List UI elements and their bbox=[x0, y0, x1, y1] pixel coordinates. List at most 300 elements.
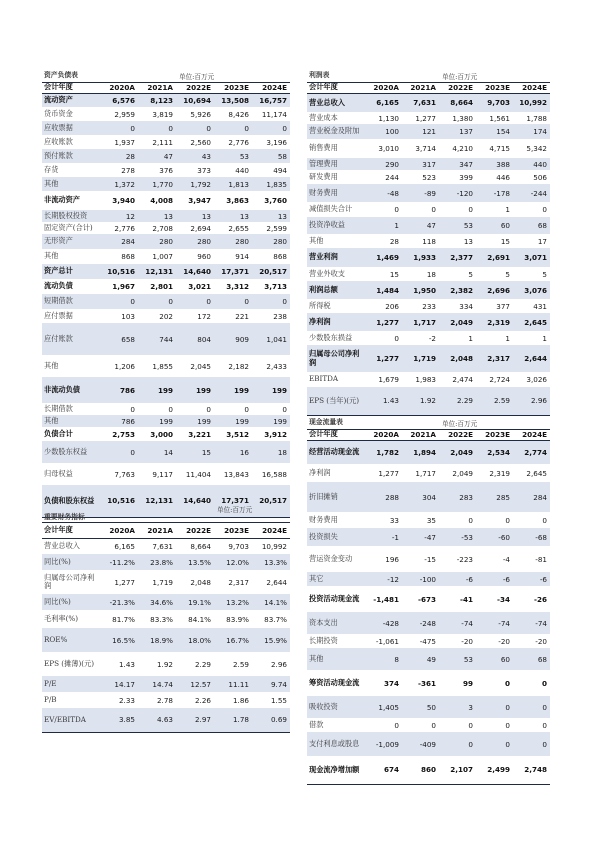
value-cell: -34 bbox=[497, 594, 510, 604]
value-cell: 5 bbox=[468, 269, 473, 279]
value-cell: 284 bbox=[513, 482, 550, 512]
value-cell: 118 bbox=[422, 236, 436, 246]
table-row bbox=[307, 248, 550, 267]
value-cell: -15 bbox=[424, 554, 436, 564]
value-cell: 440 bbox=[513, 158, 550, 170]
table-row bbox=[307, 756, 550, 784]
value-cell: 373 bbox=[197, 165, 211, 175]
row-label: P/B bbox=[44, 694, 57, 704]
table-row bbox=[307, 158, 550, 170]
table-row bbox=[307, 612, 550, 634]
value-cell: 0 bbox=[100, 294, 138, 309]
value-cell: 11,174 bbox=[261, 109, 287, 119]
value-cell: 14.1% bbox=[252, 594, 290, 610]
value-cell: 506 bbox=[533, 172, 547, 182]
value-cell: 83.7% bbox=[264, 614, 287, 624]
row-label: 营业税金及附加 bbox=[307, 124, 365, 139]
value-cell: 15.9% bbox=[252, 628, 290, 652]
value-cell: 0 bbox=[468, 205, 473, 214]
table-row bbox=[307, 586, 550, 612]
value-cell: 1,770 bbox=[138, 177, 176, 191]
value-cell: 14.17 bbox=[100, 676, 138, 692]
value-cell: 2,049 bbox=[439, 440, 476, 464]
value-cell: 3,010 bbox=[378, 144, 399, 153]
value-cell: -6 bbox=[513, 572, 550, 586]
table-row bbox=[307, 387, 550, 415]
value-cell: -21.3% bbox=[100, 594, 138, 610]
value-cell: 1,937 bbox=[114, 137, 135, 147]
row-label: 同比(%) bbox=[42, 554, 100, 570]
table-row bbox=[42, 554, 290, 570]
ratios-unit: 单位:百万元 bbox=[217, 506, 253, 515]
value-cell: 1,719 bbox=[152, 577, 173, 587]
value-cell: 20,517 bbox=[252, 264, 290, 279]
row-label: 短期借款 bbox=[42, 294, 100, 309]
table-row bbox=[42, 107, 290, 121]
income-panel bbox=[307, 71, 550, 416]
row-label: 少数股东损益 bbox=[309, 332, 353, 342]
row-label: 存货 bbox=[44, 164, 59, 174]
value-cell: 280 bbox=[176, 234, 214, 249]
row-label: 其他 bbox=[42, 415, 100, 427]
value-cell: 0 bbox=[513, 696, 550, 718]
value-cell: 0 bbox=[206, 404, 211, 414]
row-label: 投资活动现金流 bbox=[309, 593, 360, 603]
value-cell: 2,534 bbox=[476, 440, 513, 464]
value-cell: 285 bbox=[476, 482, 513, 512]
value-cell: 786 bbox=[100, 415, 138, 427]
value-cell: 199 bbox=[214, 415, 252, 427]
value-cell: 0 bbox=[176, 121, 214, 135]
table-row bbox=[42, 149, 290, 163]
value-cell: -20 bbox=[461, 636, 473, 646]
ratios-title: 重要财务指标 bbox=[44, 512, 85, 521]
value-cell: -120 bbox=[439, 184, 476, 202]
value-cell: 0 bbox=[468, 515, 473, 525]
row-label: 资产总计 bbox=[42, 264, 100, 279]
value-cell: 33 bbox=[389, 515, 399, 525]
value-cell: 1,372 bbox=[100, 177, 138, 191]
value-cell: 1 bbox=[542, 333, 547, 343]
value-cell: 199 bbox=[252, 415, 290, 427]
value-cell: 1,933 bbox=[402, 248, 439, 267]
value-cell: -53 bbox=[439, 528, 476, 546]
value-cell: 196 bbox=[385, 554, 399, 564]
value-cell: 0 bbox=[542, 515, 547, 525]
value-cell: 3,512 bbox=[226, 429, 249, 439]
value-cell: 804 bbox=[176, 323, 214, 355]
header-cell: 2020A bbox=[365, 82, 402, 93]
value-cell: 1 bbox=[505, 205, 510, 214]
value-cell: 13 bbox=[176, 210, 214, 222]
value-cell: 0 bbox=[244, 404, 249, 414]
value-cell: 8,664 bbox=[439, 93, 476, 112]
value-cell: 1,717 bbox=[415, 468, 436, 478]
row-label: 折旧摊销 bbox=[307, 482, 365, 512]
value-cell: 2,694 bbox=[190, 223, 211, 233]
cashflow-title: 现金流量表 bbox=[309, 418, 343, 427]
value-cell: 2,774 bbox=[513, 440, 550, 464]
value-cell: 914 bbox=[235, 252, 249, 261]
row-label: EPS (当年)(元) bbox=[307, 387, 365, 415]
table-row bbox=[42, 415, 290, 427]
table-row bbox=[307, 372, 550, 387]
value-cell: 18.0% bbox=[176, 628, 214, 652]
table-row bbox=[307, 217, 550, 234]
value-cell: 9,703 bbox=[476, 93, 513, 112]
value-cell: 2.78 bbox=[156, 695, 173, 705]
value-cell: 1,277 bbox=[365, 313, 402, 331]
value-cell: 3,312 bbox=[226, 282, 249, 291]
value-cell: 2,499 bbox=[476, 756, 513, 784]
value-cell: 3,196 bbox=[266, 137, 287, 147]
value-cell: 14.74 bbox=[138, 676, 176, 692]
value-cell: 1 bbox=[505, 333, 510, 343]
row-label: 其他 bbox=[309, 235, 324, 245]
value-cell: -26 bbox=[534, 594, 547, 604]
value-cell: 0 bbox=[252, 121, 290, 135]
cashflow-unit: 单位:百万元 bbox=[442, 420, 478, 429]
value-cell: 4,008 bbox=[150, 196, 173, 205]
table-row bbox=[307, 634, 550, 648]
value-cell: 13,843 bbox=[223, 469, 249, 479]
value-cell: 0 bbox=[505, 720, 510, 730]
value-cell: 3,940 bbox=[112, 196, 135, 205]
value-cell: 3,071 bbox=[513, 248, 550, 267]
value-cell: 137 bbox=[439, 124, 476, 139]
table-row bbox=[307, 648, 550, 670]
value-cell: 658 bbox=[100, 323, 138, 355]
value-cell: -673 bbox=[418, 594, 436, 604]
value-cell: -361 bbox=[418, 678, 436, 688]
table-row bbox=[307, 139, 550, 158]
value-cell: 0 bbox=[394, 205, 399, 214]
value-cell: -223 bbox=[456, 554, 473, 564]
value-cell: 446 bbox=[496, 172, 510, 182]
value-cell: 4,210 bbox=[452, 144, 473, 153]
row-label: 毛利率(%) bbox=[44, 613, 79, 623]
value-cell: -1,009 bbox=[365, 732, 402, 756]
value-cell: 12,131 bbox=[138, 264, 176, 279]
value-cell: 304 bbox=[402, 482, 439, 512]
table-row bbox=[42, 234, 290, 249]
value-cell: 0 bbox=[439, 732, 476, 756]
value-cell: 5,926 bbox=[190, 109, 211, 119]
value-cell: 13 bbox=[138, 210, 176, 222]
value-cell: 431 bbox=[533, 301, 547, 311]
value-cell: 154 bbox=[476, 124, 513, 139]
header-cell: 2021A bbox=[138, 82, 176, 93]
row-label: 营业总收入 bbox=[307, 93, 365, 112]
table-row bbox=[42, 323, 290, 355]
table-row bbox=[42, 652, 290, 676]
value-cell: 8,123 bbox=[138, 93, 176, 107]
value-cell: 9,117 bbox=[152, 469, 173, 479]
value-cell: 5,342 bbox=[526, 144, 547, 153]
value-cell: 3,221 bbox=[188, 429, 211, 439]
value-cell: 68 bbox=[513, 217, 550, 234]
value-cell: -60 bbox=[476, 528, 513, 546]
value-cell: 1,277 bbox=[415, 113, 436, 123]
value-cell: -74 bbox=[513, 612, 550, 634]
table-row bbox=[42, 628, 290, 652]
value-cell: 100 bbox=[365, 124, 402, 139]
income-title: 利润表 bbox=[309, 71, 330, 80]
table-row bbox=[42, 264, 290, 279]
value-cell: 2,655 bbox=[228, 223, 249, 233]
value-cell: 0 bbox=[504, 678, 510, 688]
value-cell: 7,631 bbox=[402, 93, 439, 112]
value-cell: 5 bbox=[542, 269, 547, 279]
value-cell: 83.9% bbox=[226, 614, 249, 624]
row-label: 长期借款 bbox=[44, 403, 73, 413]
value-cell: 1,835 bbox=[252, 177, 290, 191]
value-cell: 2,045 bbox=[190, 361, 211, 371]
value-cell: 34.6% bbox=[138, 594, 176, 610]
value-cell: 17,371 bbox=[214, 485, 252, 517]
row-label: 归母权益 bbox=[44, 468, 73, 478]
value-cell: 786 bbox=[100, 377, 138, 403]
value-cell: 12.57 bbox=[176, 676, 214, 692]
value-cell: -475 bbox=[419, 636, 436, 646]
value-cell: 868 bbox=[273, 252, 287, 261]
value-cell: 17,371 bbox=[214, 264, 252, 279]
value-cell: 377 bbox=[496, 301, 510, 311]
header-cell: 2020A bbox=[100, 522, 138, 538]
balance-sheet-table bbox=[42, 71, 290, 518]
value-cell: 290 bbox=[365, 158, 402, 170]
value-cell: 674 bbox=[365, 756, 402, 784]
value-cell: 2.29 bbox=[439, 387, 476, 415]
value-cell: 11,404 bbox=[185, 469, 211, 479]
row-label: 其它 bbox=[307, 572, 365, 586]
row-label: 支付利息或股息 bbox=[307, 732, 365, 756]
value-cell: 1,007 bbox=[152, 252, 173, 261]
value-cell: 16,588 bbox=[261, 469, 287, 479]
table-row bbox=[307, 345, 550, 372]
value-cell: -6 bbox=[439, 572, 476, 586]
row-label: 资本支出 bbox=[307, 612, 365, 634]
value-cell: 283 bbox=[439, 482, 476, 512]
value-cell: 2,696 bbox=[476, 281, 513, 299]
value-cell: 2,776 bbox=[228, 137, 249, 147]
value-cell: 172 bbox=[197, 311, 211, 321]
table-row bbox=[42, 249, 290, 264]
value-cell: 2,182 bbox=[228, 361, 249, 371]
value-cell: 28 bbox=[389, 236, 399, 246]
value-cell: 15 bbox=[500, 236, 510, 246]
value-cell: 3.85 bbox=[100, 708, 138, 732]
value-cell: 0 bbox=[214, 294, 252, 309]
value-cell: 6,576 bbox=[100, 93, 138, 107]
table-row bbox=[307, 124, 550, 139]
row-label: EV/EBITDA bbox=[42, 708, 100, 732]
value-cell: -6 bbox=[476, 572, 513, 586]
row-label: 长期股权投资 bbox=[42, 210, 100, 222]
row-label: 净利润 bbox=[307, 313, 365, 331]
table-row bbox=[307, 331, 550, 345]
balance-sheet-unit: 单位:百万元 bbox=[179, 73, 215, 82]
value-cell: 16 bbox=[214, 441, 252, 463]
value-cell: 3,026 bbox=[526, 375, 547, 384]
value-cell: 7,763 bbox=[114, 469, 135, 479]
value-cell: 2,382 bbox=[439, 281, 476, 299]
row-label: 归属母公司净利润 bbox=[307, 345, 365, 372]
balance-sheet-header bbox=[42, 82, 290, 93]
value-cell: 3,713 bbox=[264, 282, 287, 291]
value-cell: 2.96 bbox=[513, 387, 550, 415]
value-cell: 202 bbox=[159, 311, 173, 321]
value-cell: 0 bbox=[541, 678, 547, 688]
value-cell: 0 bbox=[130, 404, 135, 414]
row-label: 归属母公司净利润 bbox=[44, 572, 95, 590]
value-cell: 1,277 bbox=[365, 345, 402, 372]
row-label: 非流动资产 bbox=[44, 195, 80, 205]
value-cell: 388 bbox=[476, 158, 513, 170]
value-cell: 3,021 bbox=[188, 282, 211, 291]
header-cell: 2022E bbox=[439, 82, 476, 93]
value-cell: 280 bbox=[138, 234, 176, 249]
value-cell: -74 bbox=[439, 612, 476, 634]
value-cell: 199 bbox=[138, 377, 176, 403]
value-cell: 2,691 bbox=[476, 248, 513, 267]
value-cell: 13 bbox=[252, 210, 290, 222]
row-label: 经营活动现金流 bbox=[307, 440, 365, 464]
table-row bbox=[42, 93, 290, 107]
value-cell: 18 bbox=[252, 441, 290, 463]
row-label: 管理费用 bbox=[307, 158, 365, 170]
table-row bbox=[307, 267, 550, 281]
value-cell: 11.11 bbox=[214, 676, 252, 692]
value-cell: 4,715 bbox=[489, 144, 510, 153]
value-cell: 53 bbox=[214, 149, 252, 163]
value-cell: 2,048 bbox=[439, 345, 476, 372]
value-cell: 18 bbox=[426, 269, 436, 279]
value-cell: 0 bbox=[542, 720, 547, 730]
value-cell: 18.9% bbox=[138, 628, 176, 652]
row-label: 应收账款 bbox=[44, 136, 73, 146]
table-row bbox=[42, 135, 290, 149]
value-cell: -178 bbox=[476, 184, 513, 202]
ratios-header bbox=[42, 522, 290, 538]
value-cell: 12 bbox=[100, 210, 138, 222]
value-cell: 1.43 bbox=[365, 387, 402, 415]
value-cell: 2,111 bbox=[152, 137, 173, 147]
table-row bbox=[307, 93, 550, 112]
value-cell: 2,599 bbox=[266, 223, 287, 233]
table-row bbox=[42, 163, 290, 177]
value-cell: 0 bbox=[431, 720, 436, 730]
value-cell: 199 bbox=[252, 377, 290, 403]
value-cell: 7,631 bbox=[152, 541, 173, 551]
value-cell: 2,644 bbox=[513, 345, 550, 372]
value-cell: 0 bbox=[394, 333, 399, 343]
value-cell: 2,560 bbox=[190, 137, 211, 147]
value-cell: 2.26 bbox=[194, 695, 211, 705]
value-cell: 47 bbox=[138, 149, 176, 163]
value-cell: 3,000 bbox=[150, 429, 173, 439]
value-cell: 2,317 bbox=[228, 577, 249, 587]
table-row bbox=[307, 528, 550, 546]
header-cell: 会计年度 bbox=[307, 429, 365, 440]
value-cell: 3,760 bbox=[264, 196, 287, 205]
value-cell: 399 bbox=[459, 172, 473, 182]
header-cell: 2022E bbox=[439, 429, 476, 440]
header-cell: 2022E bbox=[176, 82, 214, 93]
value-cell: 3,076 bbox=[513, 281, 550, 299]
row-label: 无形资产 bbox=[42, 234, 100, 249]
value-cell: 16.5% bbox=[100, 628, 138, 652]
value-cell: 0 bbox=[138, 294, 176, 309]
value-cell: 1,206 bbox=[114, 361, 135, 371]
value-cell: 9.74 bbox=[252, 676, 290, 692]
value-cell: 6,165 bbox=[114, 541, 135, 551]
value-cell: -74 bbox=[476, 612, 513, 634]
ratios-table bbox=[42, 500, 290, 733]
value-cell: 1,855 bbox=[152, 361, 173, 371]
value-cell: 3,912 bbox=[264, 429, 287, 439]
value-cell: 1,380 bbox=[452, 113, 473, 123]
header-cell: 2020A bbox=[365, 429, 402, 440]
value-cell: 0 bbox=[513, 732, 550, 756]
value-cell: 2.29 bbox=[194, 659, 211, 669]
value-cell: 19.1% bbox=[176, 594, 214, 610]
value-cell: 0 bbox=[505, 515, 510, 525]
value-cell: 0 bbox=[252, 294, 290, 309]
value-cell: 13.3% bbox=[252, 554, 290, 570]
value-cell: 206 bbox=[385, 301, 399, 311]
row-label: 负债合计 bbox=[44, 428, 73, 438]
value-cell: 0 bbox=[476, 696, 513, 718]
row-label: 其他 bbox=[42, 177, 100, 191]
value-cell: 221 bbox=[235, 311, 249, 321]
value-cell: 43 bbox=[176, 149, 214, 163]
value-cell: 1,469 bbox=[365, 248, 402, 267]
row-label: 负债和股东权益 bbox=[42, 485, 100, 517]
value-cell: 3,863 bbox=[226, 196, 249, 205]
value-cell: 1.43 bbox=[118, 659, 135, 669]
value-cell: 376 bbox=[159, 165, 173, 175]
value-cell: 0 bbox=[176, 294, 214, 309]
table-row bbox=[42, 427, 290, 441]
header-cell: 2023E bbox=[476, 82, 513, 93]
header-cell: 会计年度 bbox=[42, 522, 100, 538]
value-cell: 1 bbox=[365, 217, 402, 234]
value-cell: 174 bbox=[513, 124, 550, 139]
table-row bbox=[42, 191, 290, 210]
value-cell: 60 bbox=[476, 217, 513, 234]
table-row bbox=[307, 718, 550, 732]
value-cell: 868 bbox=[121, 252, 135, 261]
value-cell: 58 bbox=[252, 149, 290, 163]
value-cell: -11.2% bbox=[100, 554, 138, 570]
row-label: 货币资金 bbox=[44, 108, 73, 118]
value-cell: 1.55 bbox=[270, 695, 287, 705]
value-cell: 1,041 bbox=[252, 323, 290, 355]
value-cell: 1.86 bbox=[232, 695, 249, 705]
table-row bbox=[307, 464, 550, 482]
value-cell: 0 bbox=[138, 121, 176, 135]
table-row bbox=[307, 281, 550, 299]
value-cell: -89 bbox=[402, 184, 439, 202]
table-row bbox=[42, 594, 290, 610]
value-cell: 35 bbox=[426, 515, 436, 525]
value-cell: 860 bbox=[402, 756, 439, 784]
value-cell: 13.2% bbox=[214, 594, 252, 610]
income-unit: 单位:百万元 bbox=[442, 73, 478, 82]
value-cell: 1.92 bbox=[156, 659, 173, 669]
value-cell: 2,959 bbox=[114, 109, 135, 119]
